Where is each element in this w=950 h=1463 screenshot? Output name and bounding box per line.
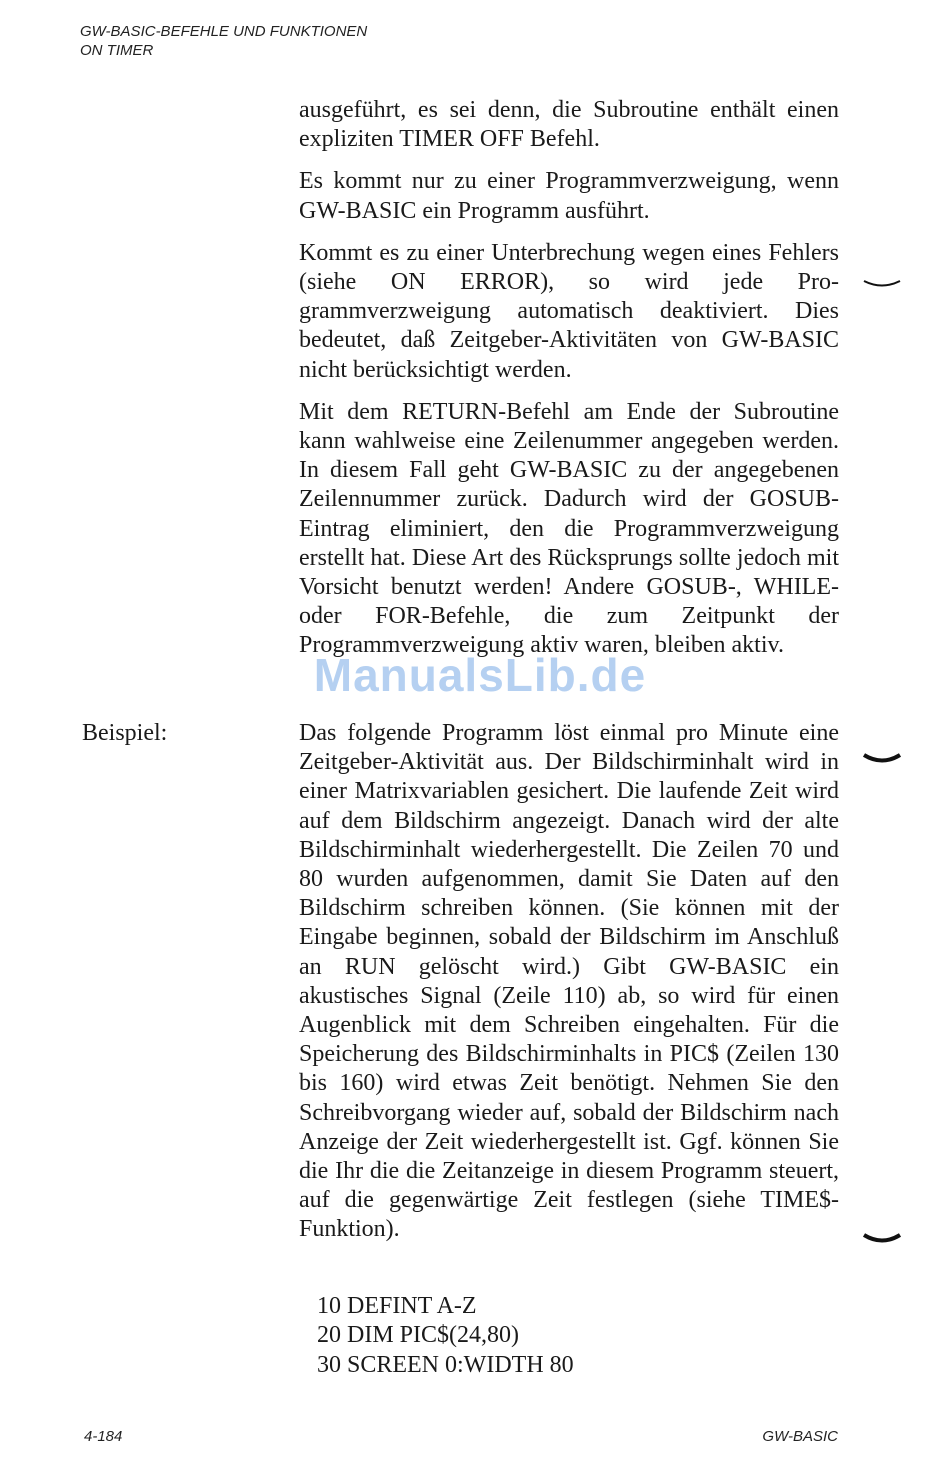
example-paragraph: Das folgende Programm löst einmal pro Minute eine Zeitgeber-Aktivität aus. Der Bildschirminhalt wird in einer Matrixvariablen gesichert. Die laufende Zeit wird auf dem Bildschirm angezeigt. Danach wird der alte Bildschirminhalt wiederhergestellt. Die Zeilen 70 und 80 wurden aufgenommen, damit Sie Daten auf den Bildschirm schreiben können. (Sie können mit der Eingabe beginnen, sobald der Bildschirm im Anschluß an RUN gelöscht wird.) Gibt GW-BASIC ein akustisches Signal (Zeile 110) ab, so wird für einen Augenblick mit dem Schreiben eingehalten. Für die Speicherung des Bildschirminhalts in PIC$ (Zeilen 130 bis 160) wird etwas Zeit benötigt. Nehmen Sie den Schreibvorgang wieder auf, sobald der Bildschirm nach Anzeige der Zeit wiederhergestellt ist. Ggf. können Sie die Ihr die die Zeitanzeige in diesem Programm steuert, auf die gegenwärtige Zeit festlegen (siehe TIME$-Funktion).	[299, 720, 839, 1243]
header-topic: ON TIMER	[80, 42, 154, 59]
code-listing	[317, 1292, 574, 1380]
paragraph: Es kommt nur zu einer Programmverzweigung, wenn GW-BASIC ein Programm ausführt.	[299, 168, 839, 224]
body-text-top	[299, 96, 839, 661]
page-number: 4-184	[84, 1428, 123, 1445]
code-line: 20 DIM PIC$(24,80)	[317, 1322, 519, 1349]
scan-mark-icon	[862, 1232, 904, 1246]
paragraph: ausgeführt, es sei denn, die Subroutine enthält einen expliziten TIMER OFF Befehl.	[299, 97, 839, 153]
scan-mark-icon	[862, 752, 904, 766]
paragraph: Kommt es zu einer Unterbrechung wegen eines Fehlers (siehe ON ERROR), so wird jede Programmverzweigung automatisch deaktiviert. Dies bedeutet, daß Zeitgeber-Aktivitäten von GW-BASIC nicht berücksichtigt werden.	[299, 239, 839, 383]
header-chapter: GW-BASIC-BEFEHLE UND FUNKTIONEN	[80, 23, 368, 40]
code-line: 30 SCREEN 0:WIDTH 80	[317, 1351, 574, 1378]
watermark-logo: ManualsLib.de	[313, 649, 647, 701]
example-text	[299, 719, 839, 1245]
code-line: 10 DEFINT A-Z	[317, 1293, 477, 1319]
footer-product: GW-BASIC	[762, 1428, 838, 1445]
scan-mark-icon	[862, 278, 904, 292]
paragraph: Mit dem RETURN-Befehl am Ende der Subroutine kann wahlweise eine Zeilenummer angegeben werden. In diesem Fall geht GW-BASIC zu der angegebenen Zeilennummer zurück. Dadurch wird der GOSUB-Eintrag eliminiert, den die Programmverzweigung erstellt hat. Diese Art des Rücksprungs sollte jedoch mit Vorsicht benutzt werden! Andere GOSUB-, WHILE- oder FOR-Befehle, die zum Zeitpunkt der Programmverzweigung aktiv waren, bleiben aktiv.	[299, 398, 839, 659]
running-header	[80, 22, 367, 60]
example-label: Beispiel:	[82, 720, 168, 746]
